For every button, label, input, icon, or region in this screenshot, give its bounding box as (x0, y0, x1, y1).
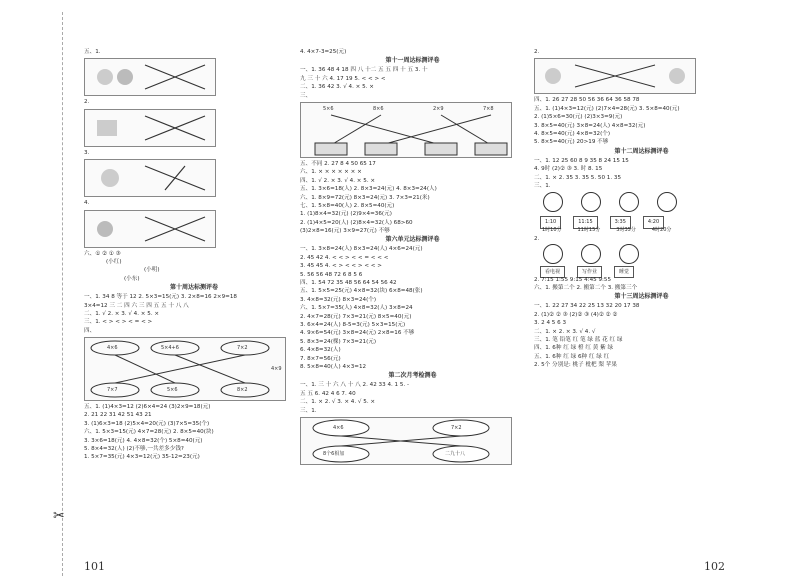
fish-label: 7×2 (237, 345, 248, 352)
clock-row (534, 192, 749, 214)
clock-icon (619, 192, 639, 212)
answer-line: 2. (1)4×5=20(人) (2)8×4=32(人) 68>60 (300, 219, 413, 226)
answer-line: 六、1. 8×9=72(元) 8×3=24(元) 3. 7×3=21(米) (300, 194, 430, 201)
section-heading: 第十二周达标测评卷 (614, 147, 669, 155)
answer-line: 四、1. √ 2. × 3. √ 4. × 5. × (300, 177, 376, 184)
answer-line: 3. 6×4=24(人) 8-5=3(元) 5×3=15(元) (300, 321, 406, 328)
answer-line: 1. (1)8×4=32(元) (2)9×4=36(元) (300, 211, 392, 218)
cloud-label: 7×2 (451, 424, 462, 431)
answer-line: 二、1. × 2. 35 3. 35 5. 50 1. 35 (534, 174, 622, 181)
answer-line: 五 五 6. 42 4 6 7. 40 (300, 390, 356, 397)
cloud-label: 4×6 (333, 424, 344, 431)
page-number-right: 102 (704, 560, 725, 573)
clock-icon (581, 244, 601, 264)
answer-line: 五、1. (1)4×3=12(元) (2)7×4=28(元) 3. 5×8=40(元) (534, 105, 680, 112)
activity-row (534, 266, 749, 276)
answer-line: 2. 4×7=28(元) 7×3=21(元) 8×5=40(元) (300, 313, 412, 320)
time-box: 3:35 (610, 216, 631, 228)
problem-box: 8×6 (373, 105, 384, 112)
answer-line: 六、1. × × × × × × × (300, 169, 362, 176)
answer-line: 5. 8×4=32(人) (2)不够,一共差多少钱? (84, 446, 184, 453)
matching-label-2: (小明) (144, 267, 160, 274)
answer-line: 六、1. 搬第二个 2. 搬第二个 3. 搬第三个 (534, 285, 638, 292)
time-box-row (534, 216, 749, 226)
activity-box: 睡觉 (614, 266, 634, 278)
q5-4-label: 4. (84, 200, 90, 207)
fish-label: 7×7 (107, 387, 118, 394)
fish-label: 5×4+6 (161, 345, 179, 352)
answer-6: 六、① ② ① ③ (84, 250, 121, 257)
right-column (534, 48, 749, 370)
answer-line: 一、1. 三 十 六 八 十 八 2. 42 33 4. 1 5. - (300, 382, 410, 389)
house-matching-picture (300, 102, 512, 158)
fish-label: 4×9 (271, 366, 282, 373)
answer-line: 三、1. 笔 铅笔 红 笔 绿 蓝 花 红 绿 (534, 337, 623, 344)
clock-row-2 (534, 244, 749, 266)
answer-line: 3. 8×5=40(元) 3×8=24(人) 4×8=32(元) (534, 122, 646, 129)
answer-line: 3. 3×6=18(元) 4. 4×8=32(个) 5×8=40(元) (84, 437, 203, 444)
cloud-label: 8个6相加 (323, 450, 345, 457)
answer-line: 8. 5×8=40(人) 4×3=12 (300, 363, 367, 370)
matching-label-1: (小红) (106, 258, 122, 265)
section-heading: 第十一周达标测评卷 (385, 57, 440, 65)
answer-line: 3. (1)6×3=18 (2)5×4=20(元) (3)7×5=35(个) (84, 420, 210, 427)
answer-line: 五、1. (1)4×3=12 (2)6×4=24 (3)2×9=18(元) (84, 404, 211, 411)
answer-line: 二、1. × 2. × 3. √ 4. √ (534, 328, 596, 335)
answer-line: 七、1. 5×8=40(人) 2. 8×5=40(元) (300, 202, 395, 209)
answer-line: 2. (1)② ② ③ (2)② ③ (4)② ② ② (534, 311, 618, 318)
matching-picture-4 (84, 210, 216, 248)
matching-picture-2 (84, 109, 216, 147)
answer-line: 3. 4×8=32(元) 8×3=24(个) (300, 296, 377, 303)
answer-line: 二、1. × 2. √ 3. × 4. √ 5. × (300, 399, 376, 406)
answer-line: 五、不同 2. 27 8 4 50 65 17 (300, 160, 376, 167)
cloud-matching-picture (300, 417, 512, 465)
time-label: 3时35分 (616, 227, 636, 234)
answer-line: 六、1. 5×7=35(人) 4×8=32(人) 3×8=24 (300, 305, 413, 312)
clock-icon (657, 192, 677, 212)
section-heading: 第六单元达标测评卷 (385, 236, 440, 244)
answer-line: 1. 5×7=35(元) 4×3=12(元) 35-12=23(元) (84, 454, 200, 461)
answer-line: 3×4=12 三 二 四 六 三 四 五 五 十 八 八 (84, 302, 189, 309)
answer-line: 一、1. 3×8=24(人) 8×3=24(人) 4×6=24(元) (300, 246, 423, 253)
answer-line: 一、1. 22 27 34 22 25 13 32 20 17 38 (534, 303, 640, 310)
answer-line: 五、1. 5×5=25(元) 4×8=32(块) 6×8=48(张) (300, 288, 423, 295)
answer-line: 一、1. 12 25 60 8 9 35 8 24 15 15 (534, 157, 629, 164)
q2-label: 2. (534, 236, 540, 243)
scissors-icon: ✂ (53, 508, 65, 524)
problem-box: 2×9 (433, 105, 444, 112)
fish-label: 4×6 (107, 345, 118, 352)
q2-label: 2. (534, 49, 540, 55)
q5-3-label: 3. (84, 149, 90, 156)
q5-1-label: 五、1. (84, 49, 101, 55)
middle-column (300, 48, 525, 467)
time-label: 4时20分 (651, 227, 672, 234)
matching-picture-1 (84, 58, 216, 96)
children-matching-picture (534, 58, 696, 94)
answer-line: 四、1. 6种 红 绿 橙 红 黄 紫 绿 (534, 345, 614, 352)
answer-line: 九 三 十 六 4. 17 19 5. < < > < (300, 75, 386, 82)
clock-icon (619, 244, 639, 264)
cloud-label: 二九十八 (445, 450, 466, 457)
time-box: 11:15 (573, 216, 597, 228)
time-box: 1:10 (540, 216, 561, 228)
fish-label: 5×6 (167, 387, 178, 394)
answer-line: 4. 4×7-3=25(元) (300, 49, 347, 55)
section-heading: 第二次月考检测卷 (388, 372, 437, 380)
q5-2-label: 2. (84, 99, 90, 106)
cut-line (62, 12, 63, 576)
answer-line: 一、1. 34 8 等于 12 2. 5×3=15(元) 3. 2×8=16 2×9=18 (84, 294, 237, 301)
clock-icon (543, 244, 563, 264)
answer-line: 三、1. (534, 182, 551, 189)
answer-line: 三、1. < > < > < = < > (84, 319, 153, 326)
fish-bucket-picture (84, 337, 286, 401)
section-heading: 第十三周达标测评卷 (614, 293, 669, 301)
left-column (84, 48, 304, 462)
fish-label: 8×2 (237, 387, 248, 394)
answer-line: 一、1. 36 48 4 18 四 八 十二 五 五 四 十 五 3. 十 (300, 67, 428, 74)
problem-box: 7×8 (483, 105, 494, 112)
answer-line: 4. 9时 (2)② ③ 3. 时 8. 15 (534, 166, 603, 173)
answer-line: 二、1. 36 42 3. √ 4. × 5. × (300, 84, 374, 91)
answer-line: 三、1. (300, 407, 317, 414)
answer-line: 三、 (300, 92, 312, 99)
answer-line: 5. 56 56 48 72 6 8 5 6 (300, 271, 363, 278)
activity-box: 写作业 (577, 266, 602, 278)
answer-line: 六、1. 5×3=15(元) 4×7=28(元) 2. 8×5=40(块) (84, 429, 214, 436)
answer-line: 3. 45 45 4. < > < < > < < > (300, 263, 382, 270)
time-box: 4:20 (643, 216, 664, 228)
answer-line: 7. 8×7=56(元) (300, 355, 341, 362)
page-number-left: 101 (84, 560, 105, 573)
answer-line: 二、1. √ 2. × 3. √ 4. × 5. × (84, 310, 160, 317)
answer-line: 四、1. 26 27 28 50 56 36 64 36 58 78 (534, 97, 640, 104)
clock-icon (581, 192, 601, 212)
answer-line: 四、 (84, 327, 96, 334)
answer-line: 5. 8×5=40(元) 20>19 不够 (534, 139, 609, 146)
activity-box: 看电视 (540, 266, 565, 278)
time-label-row (534, 226, 749, 235)
time-label: 1时10分 (542, 227, 562, 234)
answer-line: 4. 8×5=40(元) 4×8=32(个) (534, 130, 611, 137)
answer-line: 5. 8×3=24(棵) 7×3=21(元) (300, 338, 377, 345)
answer-line: 五、1. 3×6=18(人) 2. 8×3=24(元) 4. 8×3=24(人) (300, 186, 437, 193)
answer-line: 4. 9×6=54(元) 3×8=24(元) 2×8=16 不够 (300, 330, 415, 337)
answer-line: 2. (1)5×6=30(元) (2)3×3=9(元) (534, 114, 623, 121)
answer-line: 四、1. 54 72 35 48 56 64 54 56 42 (300, 280, 397, 287)
problem-box: 5×6 (323, 105, 334, 112)
clock-icon (543, 192, 563, 212)
answer-line: 2. 45 42 4. < < > < < = < < < (300, 254, 389, 261)
answer-line: 五、1. 6种 红 绿 6种 红 绿 红 (534, 353, 610, 360)
matching-label-3: (小东) (124, 275, 140, 282)
matching-picture-3 (84, 159, 216, 197)
answer-line: (3)2×8=16(元) 3×9=27(元) 不够 (300, 228, 390, 235)
answer-line: 3. 2 4 5 6 3 (534, 320, 567, 327)
answer-line: 2. 7:15 1:55 9:15 4:45 9:55 (534, 276, 612, 283)
answer-line: 2. 5个 分别是: 桃子 枇杷 梨 苹果 (534, 362, 617, 369)
section-heading: 第十周达标测评卷 (169, 284, 218, 292)
answer-line: 6. 4×8=32(人) (300, 347, 341, 354)
time-label: 11时15分 (577, 227, 601, 234)
answer-line: 2. 21 22 31 42 51 43 21 (84, 412, 152, 419)
